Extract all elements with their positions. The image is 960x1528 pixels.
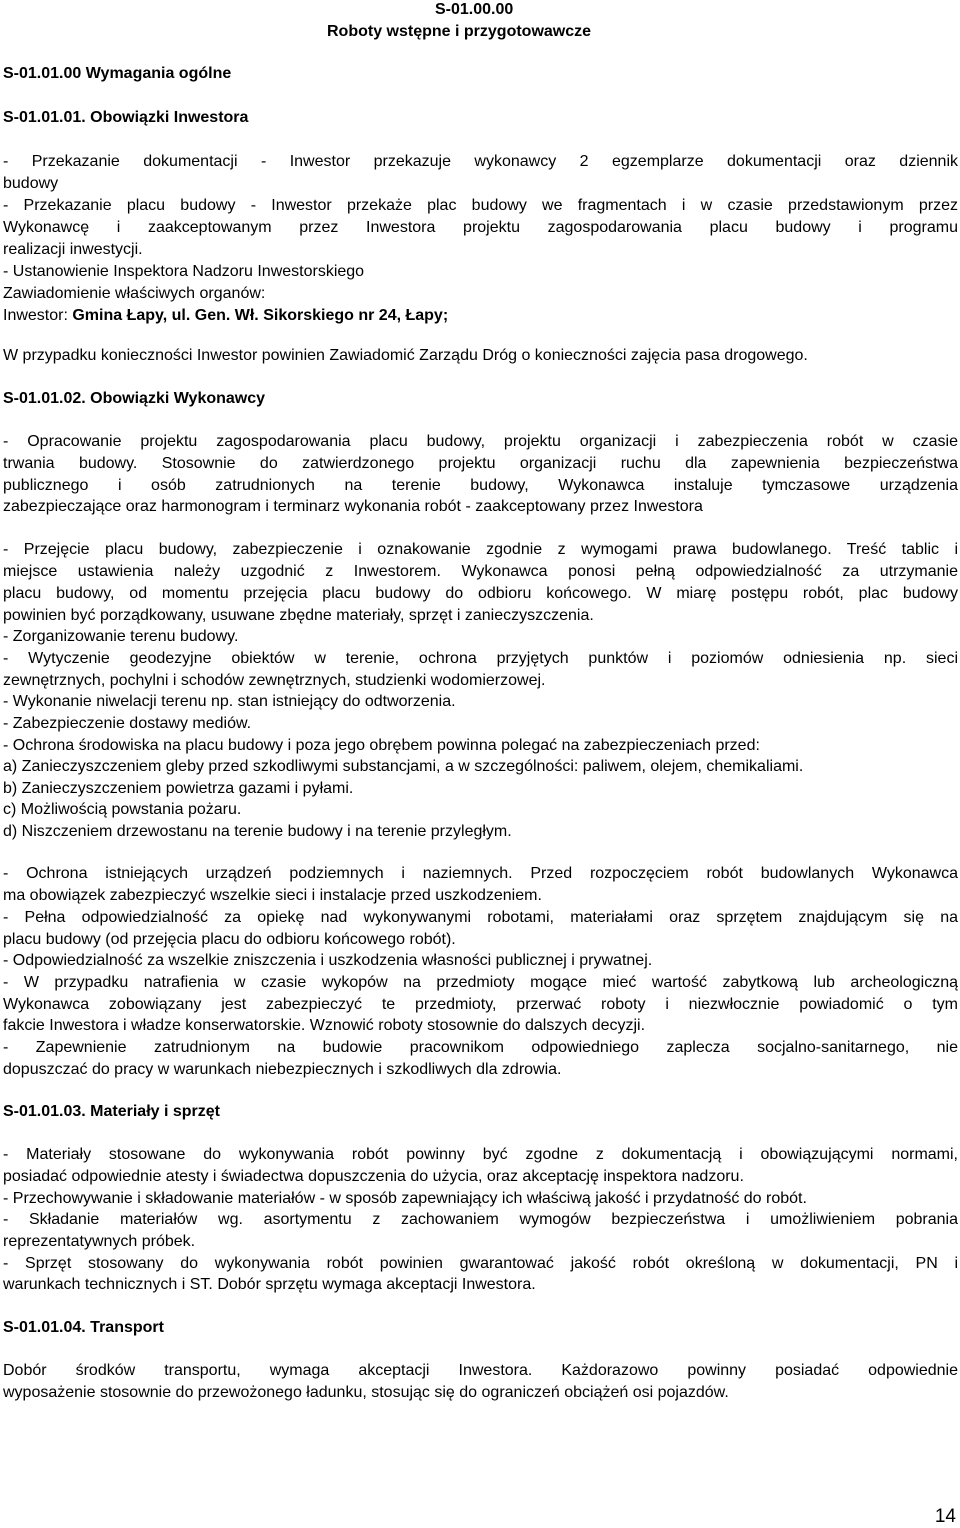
contractor-duty-line: fakcie Inwestora i władze konserwatorskie. Wznowić roboty stosownie do dalszych decyzji.: [3, 1017, 646, 1034]
materials-line: posiadać odpowiednie atesty i świadectwa dopuszczenia do użycia, oraz akceptację inspektora nadzoru.: [3, 1168, 744, 1185]
document-page: [3, 0, 958, 1528]
contractor-duty-line: - Przejęcie placu budowy, zabezpieczenie i oznakowanie zgodnie z wymogami prawa budowlanego. Treść tablic i: [3, 541, 958, 558]
contractor-duty-line: - Pełna odpowiedzialność za opiekę nad wykonywanymi robotami, materiałami oraz sprzętem znajdującym się na: [3, 909, 958, 926]
investor-duty-line: realizacji inwestycji.: [3, 241, 143, 258]
contractor-duty-line: placu budowy (od przejęcia placu do odbioru końcowego robót).: [3, 931, 456, 948]
section-title: Roboty wstępne i przygotowawcze: [327, 23, 592, 40]
contractor-duty-line: zabezpieczające oraz harmonogram i terminarz wykonania robót - zaakceptowany przez Inwestora: [3, 498, 703, 515]
contractor-duty-line: publicznego i osób zatrudnionych na terenie budowy, Wykonawca instaluje tymczasowe urządzenia: [3, 477, 958, 494]
section-code: S-01.00.00: [435, 1, 514, 18]
contractor-duty-line: Wykonawca zobowiązany jest zabezpieczyć te przedmioty, przerwać roboty i niezwłocznie powiadomić o tym: [3, 996, 958, 1013]
heading-investor-duties: S-01.01.01. Obowiązki Inwestora: [3, 109, 249, 126]
contractor-duty-line: zewnętrznych, pochylni i schodów zewnętrznych, studzienki wodomierzowej.: [3, 672, 546, 689]
heading-contractor-duties: S-01.01.02. Obowiązki Wykonawcy: [3, 390, 266, 407]
contractor-duty-line: - Zabezpieczenie dostawy mediów.: [3, 715, 252, 732]
contractor-duty-line: - Ochrona istniejących urządzeń podziemnych i naziemnych. Przed rozpoczęciem robót budowlanych Wykonawca: [3, 865, 958, 882]
contractor-duty-line: d) Niszczeniem drzewostanu na terenie budowy i na terenie przyległym.: [3, 823, 512, 840]
investor-duty-line: - Przekazanie dokumentacji - Inwestor przekazuje wykonawcy 2 egzemplarze dokumentacji oraz dziennik: [3, 153, 958, 170]
contractor-duty-line: - Wytyczenie geodezyjne obiektów w terenie, ochrona przyjętych punktów i poziomów odniesienia np. sieci: [3, 650, 958, 667]
materials-line: - Składanie materiałów wg. asortymentu z zachowaniem wymogów bezpieczeństwa i umożliwieniem pobrania: [3, 1211, 958, 1228]
investor-label: Inwestor:: [3, 307, 73, 324]
contractor-duty-line: placu budowy, od momentu przejęcia placu budowy do odbioru końcowego. W miarę postępu robót, plac budowy: [3, 585, 958, 602]
contractor-duty-line: dopuszczać do pracy w warunkach niebezpiecznych i szkodliwych dla zdrowia.: [3, 1061, 562, 1078]
contractor-duty-line: - Wykonanie niwelacji terenu np. stan istniejący do odtworzenia.: [3, 693, 456, 710]
heading-general-requirements: S-01.01.00 Wymagania ogólne: [3, 65, 232, 82]
investor-name: Gmina Łapy, ul. Gen. Wł. Sikorskiego nr 24, Łapy;: [72, 307, 449, 324]
contractor-duty-line: ma obowiązek zabezpieczyć wszelkie sieci i instalacje przed uszkodzeniem.: [3, 887, 542, 904]
investor-duty-line: - Ustanowienie Inspektora Nadzoru Inwestorskiego: [3, 263, 365, 280]
contractor-duty-line: - Ochrona środowiska na placu budowy i poza jego obrębem powinna polegać na zabezpieczeniach przed:: [3, 737, 760, 754]
page-number: 14: [934, 1506, 956, 1527]
materials-line: warunkach technicznych i ST. Dobór sprzętu wymaga akceptacji Inwestora.: [3, 1276, 536, 1293]
materials-line: - Przechowywanie i składowanie materiałów - w sposób zapewniający ich właściwą jakość i przydatność do robót.: [3, 1190, 807, 1207]
contractor-duty-line: - W przypadku natrafienia w czasie wykopów na przedmioty mogące mieć wartość zabytkową lub archeologiczną: [3, 974, 958, 991]
investor-duty-line: Zawiadomienie właściwych organów:: [3, 285, 266, 302]
materials-line: - Sprzęt stosowany do wykonywania robót powinien gwarantować jakość robót określoną w dokumentacji, PN i: [3, 1255, 958, 1272]
contractor-duty-line: - Odpowiedzialność za wszelkie zniszczenia i uszkodzenia własności publicznej i prywatnej.: [3, 952, 653, 969]
investor-duty-line: W przypadku konieczności Inwestor powinien Zawiadomić Zarządu Dróg o konieczności zajęcia pasa drogowego.: [3, 347, 808, 364]
contractor-duty-line: - Zorganizowanie terenu budowy.: [3, 628, 239, 645]
contractor-duty-line: powinien być porządkowany, usuwane zbędne materiały, sprzęt i zanieczyszczenia.: [3, 607, 594, 624]
contractor-duty-line: miejsce ustawienia należy uzgodnić z Inwestorem. Wykonawca ponosi pełną odpowiedzialność za utrzymanie: [3, 563, 958, 580]
transport-line: Dobór środków transportu, wymaga akceptacji Inwestora. Każdorazowo powinny posiadać odpowiednie: [3, 1362, 958, 1379]
contractor-duty-line: trwania budowy. Stosownie do zatwierdzonego projektu organizacji ruchu dla zapewnienia bezpieczeństwa: [3, 455, 958, 472]
contractor-duty-line: b) Zanieczyszczeniem powietrza gazami i pyłami.: [3, 780, 354, 797]
investor-address: [3, 306, 448, 326]
contractor-duty-line: a) Zanieczyszczeniem gleby przed szkodliwymi substancjami, a w szczególności: paliwem, olejem, chemikaliami.: [3, 758, 804, 775]
contractor-duty-line: - Zapewnienie zatrudnionym na budowie pracownikom odpowiedniego zaplecza socjalno-sanitarnego, nie: [3, 1039, 958, 1056]
heading-transport: S-01.01.04. Transport: [3, 1319, 164, 1336]
materials-line: reprezentatywnych próbek.: [3, 1233, 196, 1250]
contractor-duty-line: c) Możliwością powstania pożaru.: [3, 801, 242, 818]
materials-line: - Materiały stosowane do wykonywania robót powinny być zgodne z dokumentacją i obowiązującymi normami,: [3, 1146, 958, 1163]
heading-materials-equipment: S-01.01.03. Materiały i sprzęt: [3, 1103, 220, 1120]
investor-duty-line: budowy: [3, 175, 59, 192]
investor-duty-line: - Przekazanie placu budowy - Inwestor przekaże plac budowy we fragmentach i w czasie przedstawionym przez: [3, 197, 958, 214]
contractor-duty-line: - Opracowanie projektu zagospodarowania placu budowy, projektu organizacji i zabezpieczenia robót w czasie: [3, 433, 958, 450]
investor-duty-line: Wykonawcę i zaakceptowanym przez Inwestora projektu zagospodarowania placu budowy i programu: [3, 219, 958, 236]
transport-line: wyposażenie stosownie do przewożonego ładunku, stosując się do ograniczeń obciążeń osi pojazdów.: [3, 1384, 729, 1401]
